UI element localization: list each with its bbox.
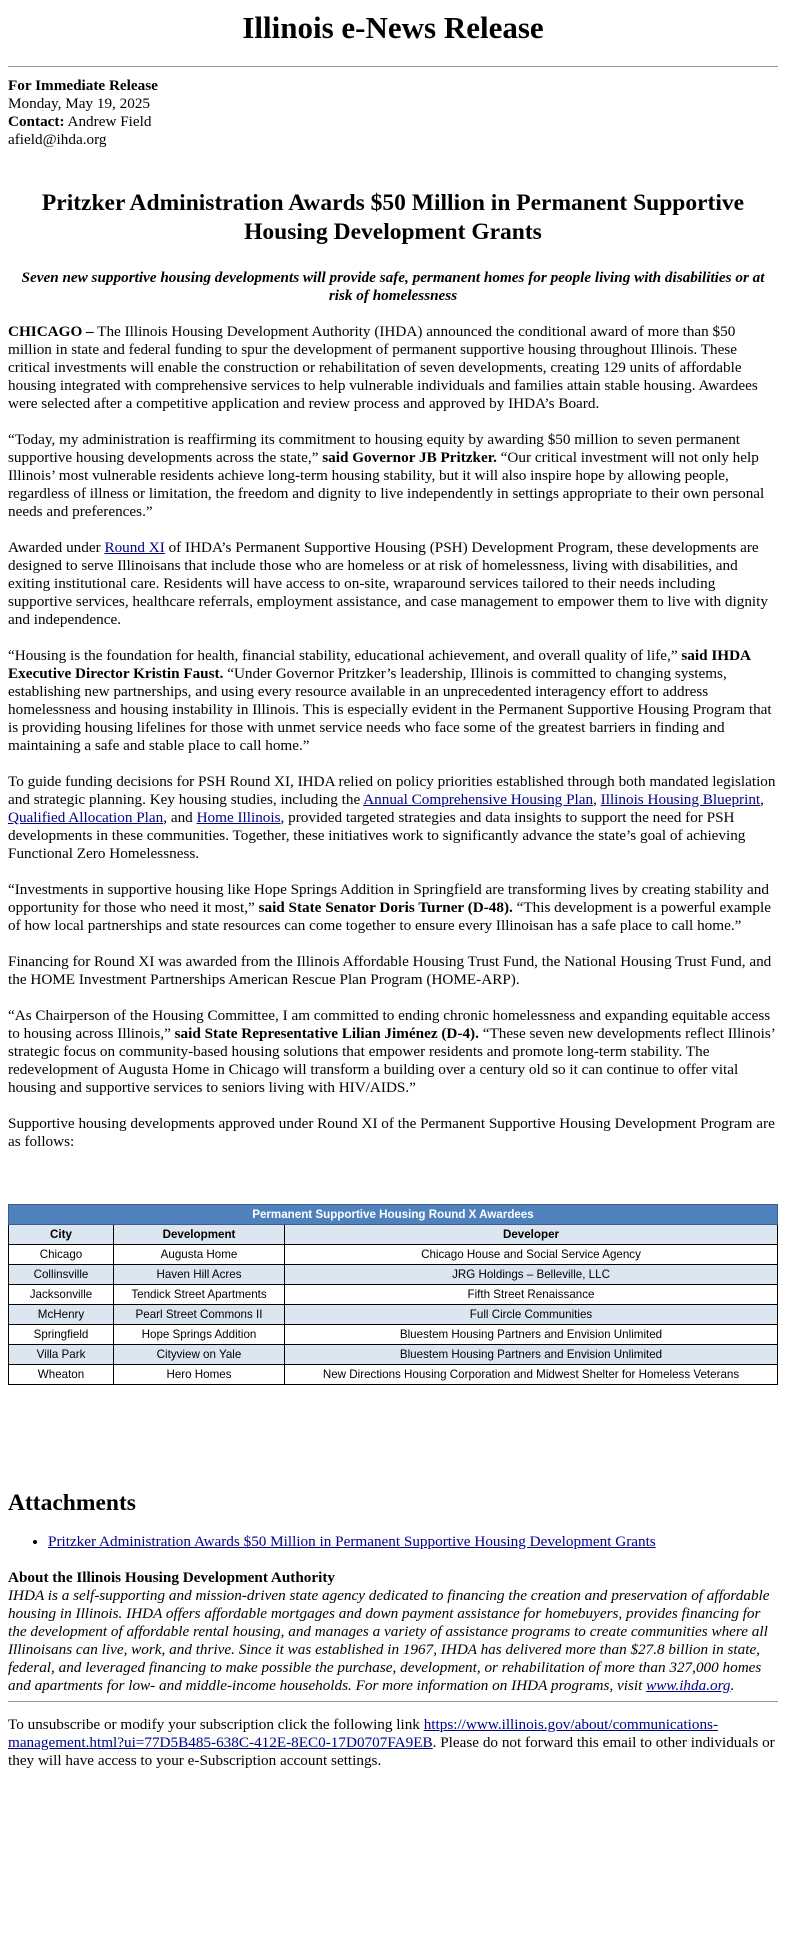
allocation-plan-link[interactable]: Qualified Allocation Plan — [8, 809, 164, 826]
column-header-developer: Developer — [285, 1225, 778, 1245]
cell-development: Hope Springs Addition — [114, 1325, 285, 1345]
quote-text: “Today, my administration is reaffirming its commitment to housing equity by awarding $50 million to seven permanent supportive housing developments across the state,” — [8, 431, 741, 466]
unsubscribe-link[interactable]: https://www.illinois.gov/about/communications-management.html?ui=77D5B485-638C-412E-8EC0-17D0707FA9EB — [8, 1716, 719, 1751]
paragraph — [8, 431, 778, 521]
quote-text: “These seven new developments reflect Illinois’ strategic focus on community-based housing solutions that empower residents and promote long-term stability. The redevelopment of Augusta Home in Chicago will transform a building over a century old so it can continue to offer vital housing and supportive services to seniors living with HIV/AIDS.” — [8, 1025, 775, 1096]
about-end: . — [730, 1677, 735, 1694]
housing-blueprint-link[interactable]: Illinois Housing Blueprint — [600, 791, 761, 808]
contact-email: afield@ihda.org — [8, 131, 107, 148]
cell-city: Springfield — [9, 1325, 114, 1345]
column-header-development: Development — [114, 1225, 285, 1245]
cell-development: Augusta Home — [114, 1245, 285, 1265]
cell-development: Haven Hill Acres — [114, 1265, 285, 1285]
ihda-website-link[interactable]: www.ihda.org — [646, 1677, 731, 1694]
quote-attribution: said IHDA Executive Director Kristin Faust. — [8, 647, 751, 682]
contact-label: Contact: — [8, 113, 65, 130]
cell-developer: JRG Holdings – Belleville, LLC — [285, 1265, 778, 1285]
quote-text: “Housing is the foundation for health, financial stability, educational achievement, and overall quality of life,” — [8, 647, 678, 664]
footer-divider — [8, 1701, 778, 1702]
paragraph — [8, 881, 778, 935]
table-row — [9, 1265, 778, 1285]
unsubscribe-text: . Please do not forward this email to other individuals or they will have access to your e-Subscription account settings. — [8, 1734, 775, 1769]
table-row — [9, 1285, 778, 1305]
table-row — [9, 1345, 778, 1365]
paragraph-text: The Illinois Housing Development Authority (IHDA) announced the conditional award of more than $50 million in state and federal funding to spur the development of permanent supportive housing throughout Illinois. These critical investments will enable the construction or rehabilitation of seven developments, creating 129 units of affordable housing integrated with comprehensive services to help vulnerable individuals and families attain stable housing. Awardees were selected after a competitive application and review process and approved by IHDA’s Board. — [8, 323, 758, 412]
release-meta — [8, 77, 778, 149]
quote-text: “Our critical investment will not only help Illinois’ most vulnerable residents achieve long-term housing stability, but it will also inspire hope by allowing people, regardless of illness or limitation, the freedom and dignity to live independently in settings appropriate to their own personal needs and preferences.” — [8, 449, 765, 520]
quote-attribution: said State Representative Lilian Jiménez (D-4). — [170, 1025, 479, 1042]
about-text — [8, 1587, 778, 1695]
cell-development: Cityview on Yale — [114, 1345, 285, 1365]
quote-text: “Under Governor Pritzker’s leadership, Illinois is committed to changing systems, establishing new partnerships, and using every resource available in an unprecedented interagency effort to address homelessness and housing instability in Illinois. This is especially evident in the Permanent Supportive Housing Program that is providing housing lifelines for those with unmet service needs who face some of the greatest barriers in finding and maintaining a safe and stable place to call home.” — [8, 665, 772, 754]
cell-development: Hero Homes — [114, 1365, 285, 1385]
cell-city: Villa Park — [9, 1345, 114, 1365]
page-title: Illinois e-News Release — [242, 10, 544, 45]
release-label: For Immediate Release — [8, 77, 158, 94]
separator: , and — [163, 809, 197, 826]
table-row — [9, 1305, 778, 1325]
cell-city: McHenry — [9, 1305, 114, 1325]
quote-attribution: said Governor JB Pritzker. — [318, 449, 497, 466]
subheadline: Seven new supportive housing developments will provide safe, permanent homes for people living with disabilities or at risk of homelessness — [21, 269, 765, 304]
cell-development: Tendick Street Apartments — [114, 1285, 285, 1305]
round-xi-link[interactable]: Round XI — [104, 539, 165, 556]
unsubscribe-text: To unsubscribe or modify your subscription click the following link — [8, 1716, 424, 1733]
table-caption: Permanent Supportive Housing Round X Awardees — [9, 1205, 778, 1225]
cell-developer: Bluestem Housing Partners and Envision Unlimited — [285, 1325, 778, 1345]
paragraph-text: , provided targeted strategies and data insights to support the need for PSH developments in these communities. Together, these initiatives work to significantly advance the state’s goal of achieving Functional Zero Homelessness. — [8, 809, 746, 862]
quote-attribution: said State Senator Doris Turner (D-48). — [254, 899, 513, 916]
contact-name: Andrew Field — [67, 113, 152, 130]
separator: , — [593, 791, 601, 808]
paragraph: Supportive housing developments approved under Round XI of the Permanent Supportive Housing Development Program are as follows: — [8, 1115, 775, 1150]
table-row — [9, 1325, 778, 1345]
quote-text: “As Chairperson of the Housing Committee, I am committed to ending chronic homelessness and expanding equitable access to housing across Illinois,” — [8, 1007, 771, 1042]
list-item — [48, 1533, 778, 1551]
quote-text: “Investments in supportive housing like Hope Springs Addition in Springfield are transforming lives by creating stability and opportunity for those who need it most,” — [8, 881, 769, 916]
quote-text: “This development is a powerful example of how local partnerships and state resources can come together to ensure every Illinoisan has a safe place to call home.” — [8, 899, 771, 934]
paragraph — [8, 773, 778, 863]
about-heading: About the Illinois Housing Development Authority — [8, 1569, 335, 1586]
release-date: Monday, May 19, 2025 — [8, 95, 151, 112]
cell-development: Pearl Street Commons II — [114, 1305, 285, 1325]
paragraph — [8, 1007, 778, 1097]
dateline: CHICAGO – — [8, 323, 94, 340]
cell-city: Collinsville — [9, 1265, 114, 1285]
paragraph — [8, 323, 778, 413]
cell-developer: Bluestem Housing Partners and Envision Unlimited — [285, 1345, 778, 1365]
attachment-link[interactable]: Pritzker Administration Awards $50 Million in Permanent Supportive Housing Development Grants — [48, 1533, 656, 1550]
paragraph — [8, 539, 778, 629]
cell-developer: Full Circle Communities — [285, 1305, 778, 1325]
attachments-heading: Attachments — [8, 1490, 136, 1516]
awardees-table — [8, 1204, 778, 1385]
table-row — [9, 1245, 778, 1265]
attachments-list — [8, 1533, 778, 1551]
home-illinois-link[interactable]: Home Illinois — [196, 809, 281, 826]
paragraph — [8, 647, 778, 755]
cell-city: Chicago — [9, 1245, 114, 1265]
unsubscribe-notice — [8, 1716, 778, 1770]
cell-city: Jacksonville — [9, 1285, 114, 1305]
cell-developer: Chicago House and Social Service Agency — [285, 1245, 778, 1265]
paragraph-text: of IHDA’s Permanent Supportive Housing (PSH) Development Program, these developments are designed to serve Illinoisans that include those who are homeless or at risk of homelessness, living with disabilities, and exiting institutional care. Residents will have access to on-site, wraparound services tailored to their needs including supportive services, healthcare referrals, employment assistance, and case management to empower them to live with dignity and independence. — [8, 539, 768, 628]
header-divider — [8, 66, 778, 67]
table-row — [9, 1365, 778, 1385]
paragraph-text: To guide funding decisions for PSH Round XI, IHDA relied on policy priorities established through both mandated legislation and strategic planning. Key housing studies, including the — [8, 773, 776, 808]
cell-developer: Fifth Street Renaissance — [285, 1285, 778, 1305]
cell-city: Wheaton — [9, 1365, 114, 1385]
paragraph: Financing for Round XI was awarded from the Illinois Affordable Housing Trust Fund, the National Housing Trust Fund, and the HOME Investment Partnerships American Rescue Plan Program (HOME-ARP). — [8, 953, 772, 988]
article-body — [8, 323, 778, 1151]
paragraph-text: Awarded under — [8, 539, 105, 556]
housing-plan-link[interactable]: Annual Comprehensive Housing Plan — [363, 791, 594, 808]
about-body: IHDA is a self-supporting and mission-driven state agency dedicated to financing the creation and preservation of affordable housing in Illinois. IHDA offers affordable mortgages and down payment assistance for homebuyers, provides financing for the development of affordable rental housing, and manages a variety of assistance programs to create communities where all Illinoisans can live, work, and thrive. Since it was established in 1967, IHDA has delivered more than $27.8 billion in state, federal, and leveraged financing to make possible the purchase, development, or rehabilitation of more than 327,000 homes and apartments for low- and middle-income households. For more information on IHDA programs, visit — [8, 1587, 770, 1694]
about-section — [8, 1569, 778, 1695]
cell-developer: New Directions Housing Corporation and Midwest Shelter for Homeless Veterans — [285, 1365, 778, 1385]
separator: , — [760, 791, 764, 808]
column-header-city: City — [9, 1225, 114, 1245]
headline: Pritzker Administration Awards $50 Million in Permanent Supportive Housing Development Grants — [41, 190, 745, 245]
